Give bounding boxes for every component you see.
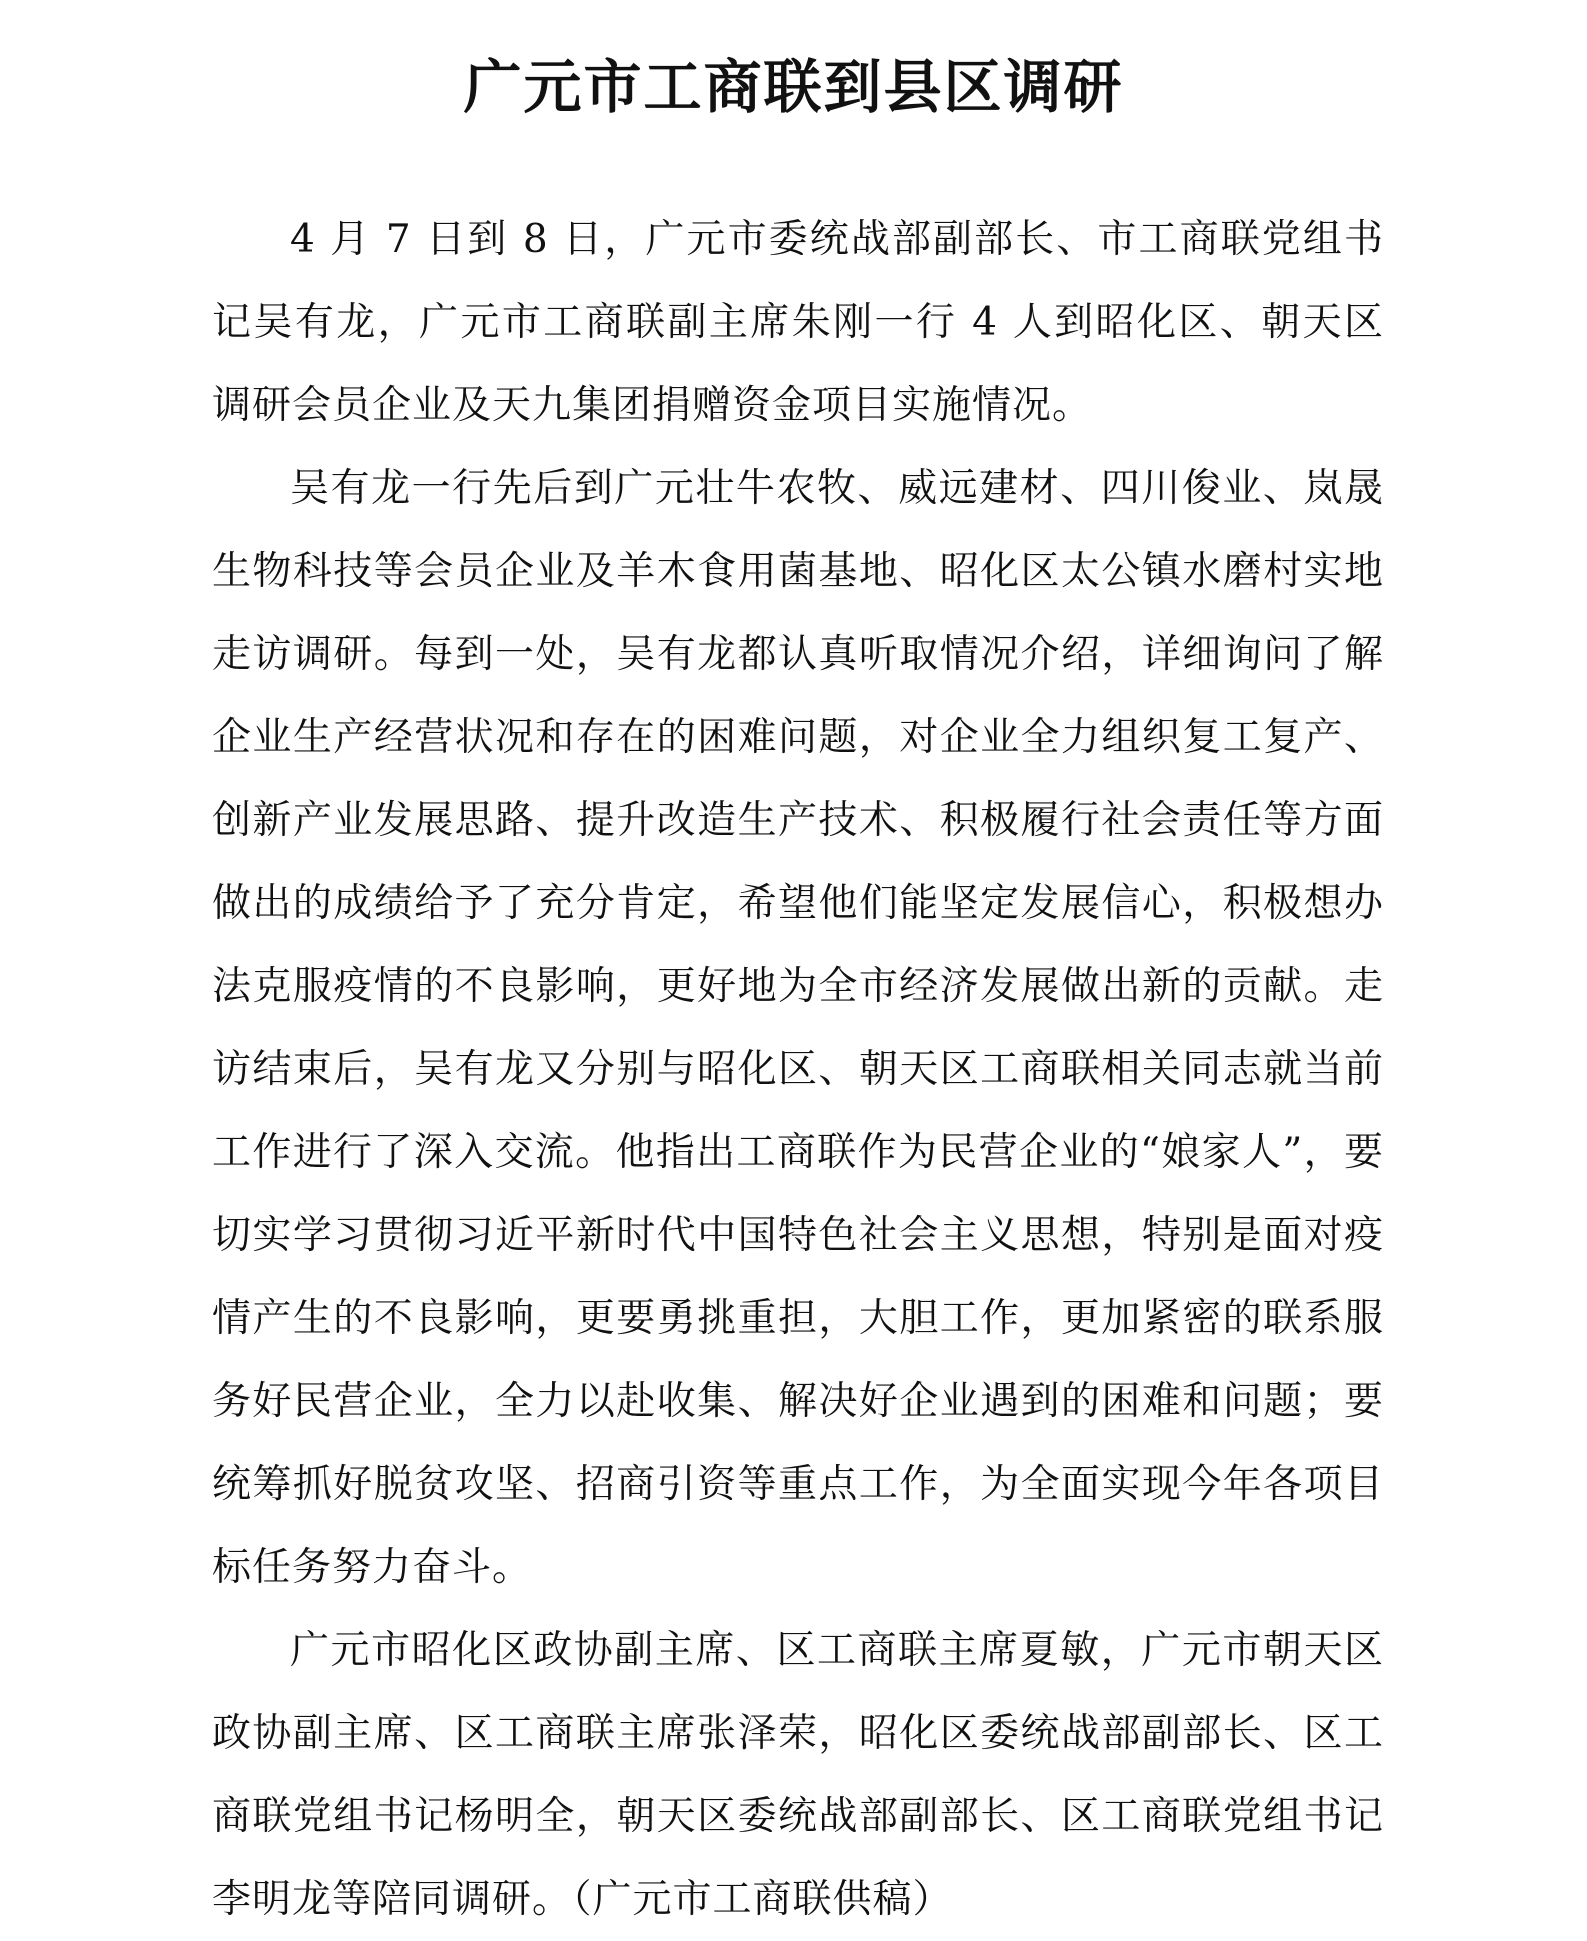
document-title: 广元市工商联到县区调研 (463, 52, 1124, 121)
document-body (212, 198, 1384, 1941)
paragraph-2: 吴有龙一行先后到广元壮牛农牧、威远建材、四川俊业、岚晟生物科技等会员企业及羊木食用菌基地、昭化区太公镇水磨村实地走访调研。每到一处，吴有龙都认真听取情况介绍，详细询问了解企业生产经营状况和存在的困难问题，对企业全力组织复工复产、创新产业发展思路、提升改造生产技术、积极履行社会责任等方面做出的成绩给予了充分肯定，希望他们能坚定发展信心，积极想办法克服疫情的不良影响，更好地为全市经济发展做出新的贡献。走访结束后，吴有龙又分别与昭化区、朝天区工商联相关同志就当前工作进行了深入交流。他指出工商联作为民营企业的“娘家人”，要切实学习贯彻习近平新时代中国特色社会主义思想，特别是面对疫情产生的不良影响，更要勇挑重担，大胆工作，更加紧密的联系服务好民营企业，全力以赴收集、解决好企业遇到的困难和问题；要统筹抓好脱贫攻坚、招商引资等重点工作，为全面实现今年各项目标任务努力奋斗。 (212, 466, 1384, 1590)
paragraph-3: 广元市昭化区政协副主席、区工商联主席夏敏，广元市朝天区政协副主席、区工商联主席张泽荣，昭化区委统战部副部长、区工商联党组书记杨明全，朝天区委统战部副部长、区工商联党组书记李明龙等陪同调研。（广元市工商联供稿） (212, 1628, 1384, 1922)
paragraph-1: 4 月 7 日到 8 日，广元市委统战部副部长、市工商联党组书记吴有龙，广元市工商联副主席朱刚一行 4 人到昭化区、朝天区调研会员企业及天九集团捐赠资金项目实施情况。 (212, 217, 1384, 428)
